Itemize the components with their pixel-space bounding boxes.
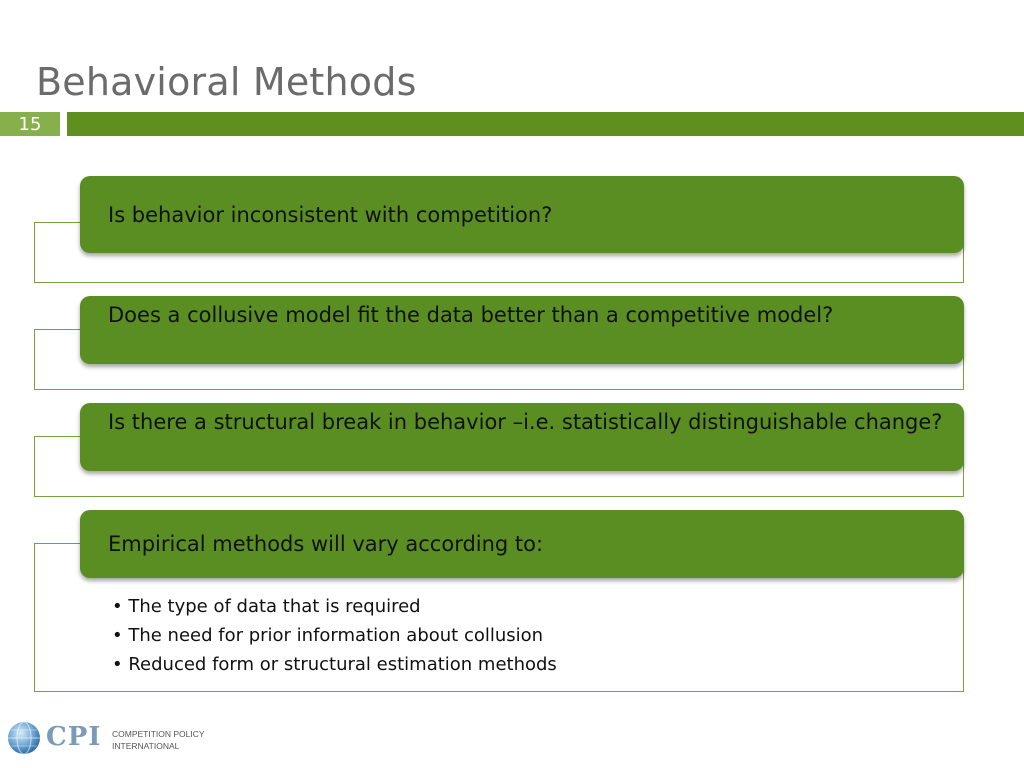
globe-icon bbox=[6, 720, 42, 756]
header-bar bbox=[67, 112, 1024, 136]
item-heading-4 bbox=[80, 510, 964, 578]
item-heading-1 bbox=[80, 176, 964, 253]
cpi-logo bbox=[6, 718, 206, 762]
bullet-list bbox=[112, 592, 557, 679]
slide-number: 15 bbox=[0, 112, 60, 136]
bullet-item-1: • The type of data that is required bbox=[112, 596, 421, 617]
logo-subtitle bbox=[112, 728, 205, 752]
item-heading-text-4: Empirical methods will vary according to: bbox=[108, 532, 544, 556]
logo-subtitle-line-2: INTERNATIONAL bbox=[112, 741, 180, 751]
logo-text: CPI bbox=[46, 722, 102, 752]
item-heading-text-3: Is there a structural break in behavior –i.e. statistically distinguishable change? bbox=[108, 410, 943, 434]
bullet-item-2: • The need for prior information about collusion bbox=[112, 625, 544, 646]
item-heading-text-2: Does a collusive model fit the data better than a competitive model? bbox=[108, 303, 834, 327]
item-heading-3 bbox=[80, 403, 964, 471]
slide-title: Behavioral Methods bbox=[36, 60, 417, 104]
bullet-item-3: • Reduced form or structural estimation methods bbox=[112, 654, 557, 675]
item-heading-text-1: Is behavior inconsistent with competition? bbox=[108, 202, 553, 227]
item-heading-2 bbox=[80, 296, 964, 364]
logo-subtitle-line-1: COMPETITION POLICY bbox=[112, 729, 205, 739]
